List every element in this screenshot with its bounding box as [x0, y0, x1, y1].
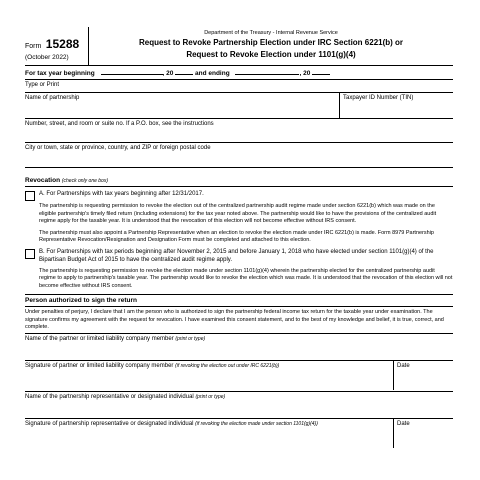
tax-year-end-year-field[interactable]	[312, 67, 330, 75]
tin-field[interactable]	[339, 93, 453, 118]
perjury-statement: Under penalties of perjury, I declare that I am the person who is authorized to sign the partnership federal income tax return for the taxable year under examination. The signature confirms my agreement with the request for revocation. I have examined this consent statement, and to the best of my knowledge and belief, it is true, correct, and complete.	[25, 309, 444, 330]
city-field[interactable]	[25, 143, 453, 168]
option-b	[25, 248, 453, 264]
tax-year-begin-century: , 20	[162, 70, 174, 77]
address-field[interactable]	[25, 119, 453, 143]
partnership-name-field[interactable]	[25, 93, 339, 118]
form-revision: (October 2022)	[25, 54, 69, 61]
form-header	[25, 27, 453, 66]
partner-date-field[interactable]	[393, 361, 453, 390]
revocation-title: Revocation	[25, 177, 61, 184]
form-title-line1: Request to Revoke Partnership Election under IRC Section 6221(b) or	[138, 38, 404, 47]
partnership-name-label: Name of partnership	[25, 95, 80, 101]
partner-signature-label: Signature of partner or limited liability company member	[25, 362, 174, 369]
representative-signature-note: (if revoking the election made under section 1101(g)(4))	[195, 420, 318, 427]
department-line: Department of the Treasury - Internal Revenue Service	[204, 30, 338, 36]
and-ending-label: and ending	[195, 70, 230, 77]
representative-signature-row	[25, 418, 453, 448]
partner-name-note: (print or type)	[175, 335, 206, 342]
city-label: City or town, state or province, country, and ZIP or foreign postal code	[25, 145, 211, 151]
representative-date-label: Date	[397, 420, 410, 427]
partner-signature-row	[25, 360, 453, 390]
revocation-note: (check only one box)	[61, 178, 108, 184]
address-label: Number, street, and room or suite no. If a P.O. box, see the instructions	[25, 121, 214, 127]
representative-name-note: (print or type)	[195, 393, 226, 400]
form-id-box	[25, 27, 89, 65]
option-a-paragraph-2: The partnership must also appoint a Partnership Representative when an election to revoke the election made under IRC 6221(b) is made. Form 8979 Partnership Representative Revocation/Resignation and Designation Form must be completed and attached to this election.	[39, 229, 434, 243]
form-label: Form	[25, 43, 42, 50]
tax-year-label: For tax year beginning	[25, 70, 95, 77]
option-a-label: A. For Partnerships with tax years beginning after 12/31/2017.	[39, 191, 204, 197]
form-title-line2: Request to Revoke Election under 1101(g)(4)	[186, 50, 356, 59]
option-b-label: B. For Partnerships with tax periods beginning after November 2, 2015 and before January 1, 2018 who have elected under section 1101(g)(4) of the Bipartisan Budget Act of 2015 to have the centralized audit regime apply.	[39, 248, 434, 263]
partner-signature-note: (if revoking the election out under IRC 6221(b))	[175, 362, 280, 369]
option-b-paragraph-1: The partnership is requesting permission to revoke the election made under section 1101(g)(4) wherein the partnership elected for the centralized partnership audit regime to apply to partnership's taxable year. The partnership would like to revoke the election which was made. It is understood that the revocation of this election will not become effective without IRS consent.	[39, 267, 453, 289]
representative-date-field[interactable]	[393, 419, 453, 448]
authorized-heading: Person authorized to sign the return	[25, 294, 453, 307]
option-a	[25, 190, 453, 201]
tax-year-row	[25, 66, 453, 80]
representative-name-label: Name of the partnership representative or designated individual	[25, 393, 194, 400]
partnership-name-row	[25, 93, 453, 119]
option-b-checkbox[interactable]	[25, 249, 35, 259]
type-or-print-label: Type or Print	[25, 80, 453, 93]
option-a-checkbox[interactable]	[25, 191, 35, 201]
tin-label: Taxpayer ID Number (TIN)	[343, 95, 414, 101]
representative-signature-field[interactable]	[25, 419, 393, 448]
form-number: 15288	[45, 37, 80, 51]
form-title-block	[89, 27, 453, 65]
tax-year-end-field[interactable]	[235, 67, 299, 75]
form-page	[25, 27, 453, 448]
revocation-heading	[25, 174, 453, 187]
option-a-paragraph-1: The partnership is requesting permission to revoke the election out of the centralized partnership audit regime made under section 6221(b) which was made on the eligible partnership's timely filed return (including extensions) for the tax year noted above. The partnership would like to have the provisions of the centralized audit regime apply for the taxable year. It is understood that the revocation of this election will not become effective without IRS consent.	[39, 203, 437, 224]
tax-year-begin-field[interactable]	[101, 67, 163, 75]
representative-signature-label: Signature of partnership representative or designated individual	[25, 420, 194, 427]
partner-date-label: Date	[397, 362, 410, 369]
partner-name-field[interactable]	[25, 333, 453, 360]
partner-name-label: Name of the partner or limited liability company member	[25, 335, 174, 342]
representative-name-field[interactable]	[25, 391, 453, 418]
partner-signature-field[interactable]	[25, 361, 393, 390]
tax-year-end-century: , 20	[299, 70, 311, 77]
tax-year-begin-year-field[interactable]	[175, 67, 193, 75]
